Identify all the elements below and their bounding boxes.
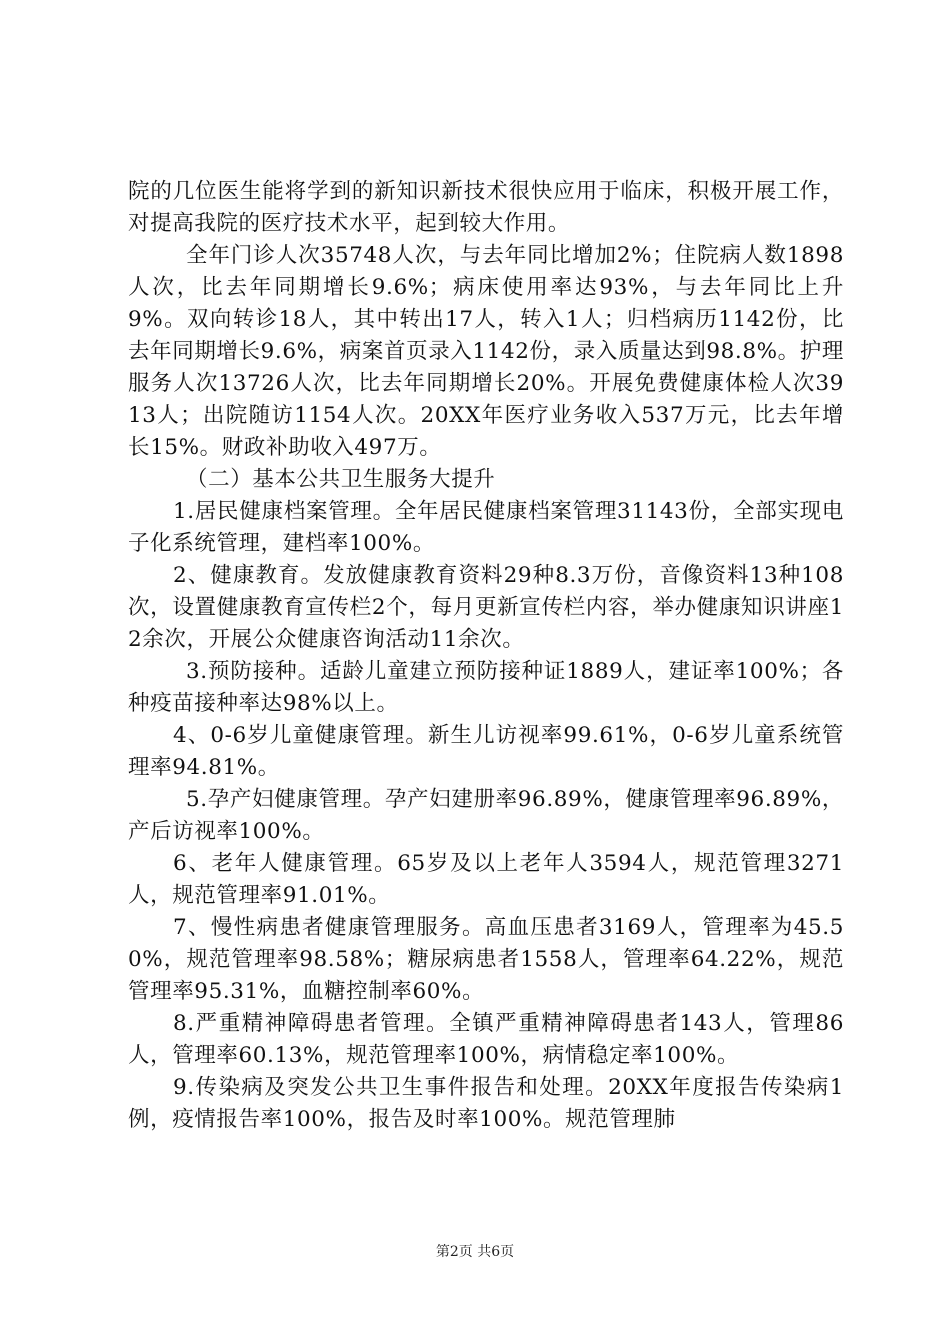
paragraph-vaccination: 3.预防接种。适龄儿童建立预防接种证1889人，建证率100%；各种疫苗接种率达98%以上。 [128,659,844,716]
paragraph-maternal-health: 5.孕产妇健康管理。孕产妇建册率96.89%，健康管理率96.89%，产后访视率100%。 [128,787,844,844]
paragraph-health-records: 1.居民健康档案管理。全年居民健康档案管理31143份，全部实现电子化系统管理，建档率100%。 [128,499,844,556]
section-heading: （二）基本公共卫生服务大提升 [186,467,496,492]
paragraph-mental-health: 8.严重精神障碍患者管理。全镇严重精神障碍患者143人，管理86人，管理率60.13%，规范管理率100%，病情稳定率100%。 [128,1011,844,1068]
paragraph-child-health: 4、0-6岁儿童健康管理。新生儿访视率99.61%，0-6岁儿童系统管理率94.81%。 [128,723,844,780]
paragraph-infectious-disease: 9.传染病及突发公共卫生事件报告和处理。20XX年度报告传染病1例，疫情报告率100%，报告及时率100%。规范管理肺 [128,1075,844,1132]
paragraph-elderly-health: 6、老年人健康管理。65岁及以上老年人3594人，规范管理3271人，规范管理率91.01%。 [128,851,844,908]
paragraph-health-education: 2、健康教育。发放健康教育资料29种8.3万份，音像资料13种108次，设置健康教育宣传栏2个，每月更新宣传栏内容，举办健康知识讲座12余次，开展公众健康咨询活动11余次。 [128,563,844,652]
paragraph-continuation: 院的几位医生能将学到的新知识新技术很快应用于临床，积极开展工作，对提高我院的医疗技术水平，起到较大作用。 [128,179,844,236]
paragraph-outpatient-stats: 全年门诊人次35748人次，与去年同比增加2%；住院病人数1898人次，比去年同期增长9.6%；病床使用率达93%，与去年同比上升9%。双向转诊18人，其中转出17人，转入1人；归档病历1142份，比去年同期增长9.6%，病案首页录入1142份，录入质量达到98.8%。护理服务人次13726人次，比去年同期增长20%。开展免费健康体检人次3913人；出院随访1154人次。20XX年医疗业务收入537万元，比去年增长15%。财政补助收入497万。 [128,243,844,460]
paragraph-chronic-disease: 7、慢性病患者健康管理服务。高血压患者3169人，管理率为45.50%，规范管理率98.58%；糖尿病患者1558人，管理率64.22%，规范管理率95.31%，血糖控制率60%。 [128,915,844,1004]
page-number-footer: 第2页 共6页 [435,1244,515,1260]
document-body [128,176,844,1136]
